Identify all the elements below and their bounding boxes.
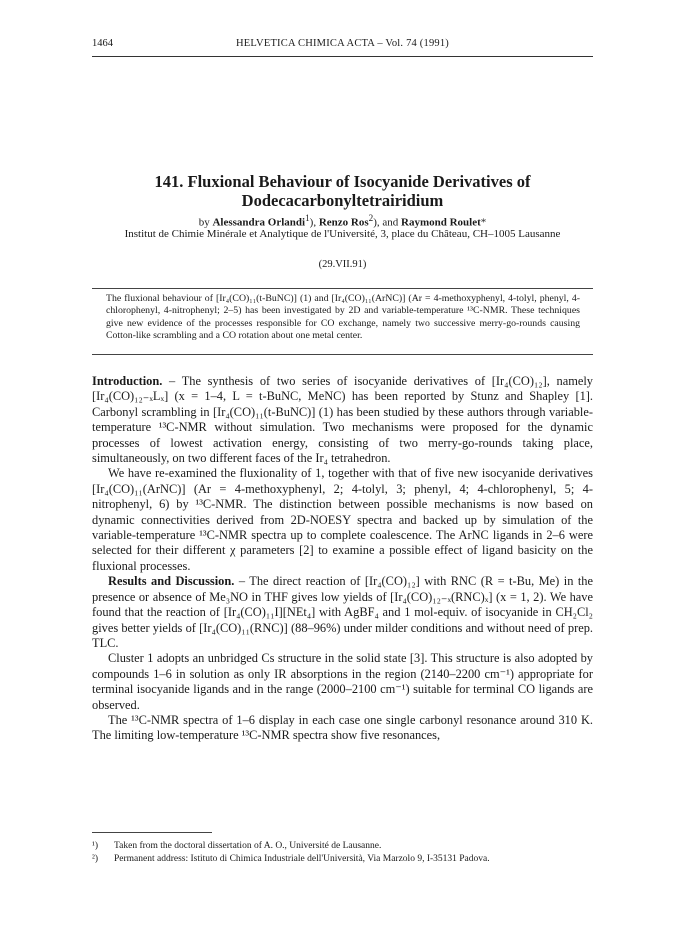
- article-body: [92, 374, 593, 744]
- footnote-rule: [92, 832, 212, 833]
- received-date: (29.VII.91): [318, 259, 367, 270]
- byline-separator-2: ), and: [373, 216, 402, 229]
- intro-paragraph-1: [92, 374, 593, 466]
- abstract-rule-bottom: [92, 354, 593, 355]
- title-line-1: 141. Fluxional Behaviour of Isocyanide Derivatives of: [154, 172, 531, 191]
- article-title: [92, 172, 593, 210]
- author-line: [92, 213, 593, 229]
- footnote-marker: ¹): [92, 841, 99, 851]
- footnotes: [92, 840, 593, 866]
- footnote-text: Permanent address: Istituto di Chimica Industriale dell'Università, Via Marzolo 9, I-35131 Padova.: [114, 854, 490, 864]
- byline-separator-1: ),: [309, 216, 319, 229]
- results-paragraph-3: The ¹³C-NMR spectra of 1–6 display in each case one single carbonyl resonance around 310 K. The limiting low-temperature ¹³C-NMR spectra show five resonances,: [92, 712, 593, 743]
- results-heading: Results and Discussion.: [108, 574, 235, 589]
- header-rule: [92, 56, 593, 57]
- author-orlandi: Alessandra Orlandi: [212, 216, 306, 229]
- footnote: [92, 840, 593, 853]
- title-line-2: Dodecacarbonyltetrairidium: [241, 191, 444, 210]
- footnote-text: Taken from the doctoral dissertation of A. O., Université de Lausanne.: [114, 841, 382, 851]
- results-paragraph-2: Cluster 1 adopts an unbridged Cs structure in the solid state [3]. This structure is also adopted by compounds 1–6 in solution as only IR absorptions in the region (2140–2200 cm⁻¹) appropriate for terminal isocyanide ligands and in the range (2000–2100 cm⁻¹) suitable for terminal CO ligands are observed.: [92, 651, 593, 712]
- footnote: [92, 853, 593, 866]
- footnote-marker: ²): [92, 854, 99, 864]
- author-roulet: Raymond Roulet: [401, 216, 481, 229]
- results-text-1: – The direct reaction of [Ir₄(CO)₁₂] with RNC (R = t-Bu, Me) in the presence or absence of Me₃NO in THF gives low yields of [Ir₄(CO)₁₂₋ₓ(RNC)ₓ] (x = 1, 2). We have found that the reaction of [Ir₄(CO)₁₁I][NEt₄] with AgBF₄ and 1 mol-equiv. of isocyanide in CH₂Cl₂ gives better yields of [Ir₄(CO)₁₁(RNC)] (88–96%) under milder conditions and without need of prep. TLC.: [92, 574, 593, 650]
- journal-name: HELVETICA CHIMICA ACTA – Vol. 74 (1991): [236, 38, 449, 49]
- running-head: [92, 38, 593, 52]
- author-ros: Renzo Ros: [318, 216, 369, 229]
- institution: Institut de Chimie Minérale et Analytique de l'Université, 3, place du Château, CH–1005 Lausanne: [124, 228, 561, 240]
- abstract-rule-top: [92, 288, 593, 289]
- corresponding-star: *: [480, 216, 487, 229]
- intro-text-1: – The synthesis of two series of isocyanide derivatives of [Ir₄(CO)₁₂], namely [Ir₄(CO)₁₂₋ₓLₓ] (x = 1–4, L = t-BuNC, MeNC) has been reported by Stunz and Shapley [1]. Carbonyl scrambling in [Ir₄(CO)₁₁(t-BuNC)] (1) has been studied by these authors through variable-temperature ¹³C-NMR without simulation. Two mechanisms were proposed for the dynamic processes of lowest activation energy, consisting of two merry-go-rounds taking place, simultaneously, on two different faces of the Ir₄ tetrahedron.: [92, 374, 593, 466]
- intro-paragraph-2: We have re-examined the fluxionality of 1, together with that of five new isocyanide derivatives [Ir₄(CO)₁₁(ArNC)] (Ar = 4-methoxyphenyl, 2; 4-tolyl, 3; phenyl, 4; 4-chlorophenyl, 5; 4-nitrophenyl, 6) by ¹³C-NMR. The distinction between possible mechanisms is now based on dynamic connectivities derived from 2D-NOESY spectra and backed up by simulation of the variable-temperature ¹³C-NMR spectra up to complete coalescence. The ArNC ligands in 2–6 were selected for their different χ parameters [2] to examine a possible effect of ligand basicity on the fluxional processes.: [92, 466, 593, 573]
- results-paragraph-1: [92, 574, 593, 651]
- footnote-mark-1: 1: [305, 213, 310, 223]
- abstract: The fluxional behaviour of [Ir₄(CO)₁₁(t-BuNC)] (1) and [Ir₄(CO)₁₁(ArNC)] (Ar = 4-methoxyphenyl, 4-tolyl, phenyl, 4-chlorophenyl, 4-nitrophenyl; 2–5) has been investigated by 2D and variable-temperature ¹³C-NMR. These techniques give new evidence of the processes responsible for CO exchange, namely two successive merry-go-rounds causing Cotton-like scrambling and a CO rotation about one metal center.: [106, 293, 580, 342]
- page-number: 1464: [92, 38, 113, 49]
- footnote-mark-2: 2: [368, 213, 374, 223]
- byline-by: by: [198, 216, 213, 229]
- intro-heading: Introduction.: [92, 374, 163, 388]
